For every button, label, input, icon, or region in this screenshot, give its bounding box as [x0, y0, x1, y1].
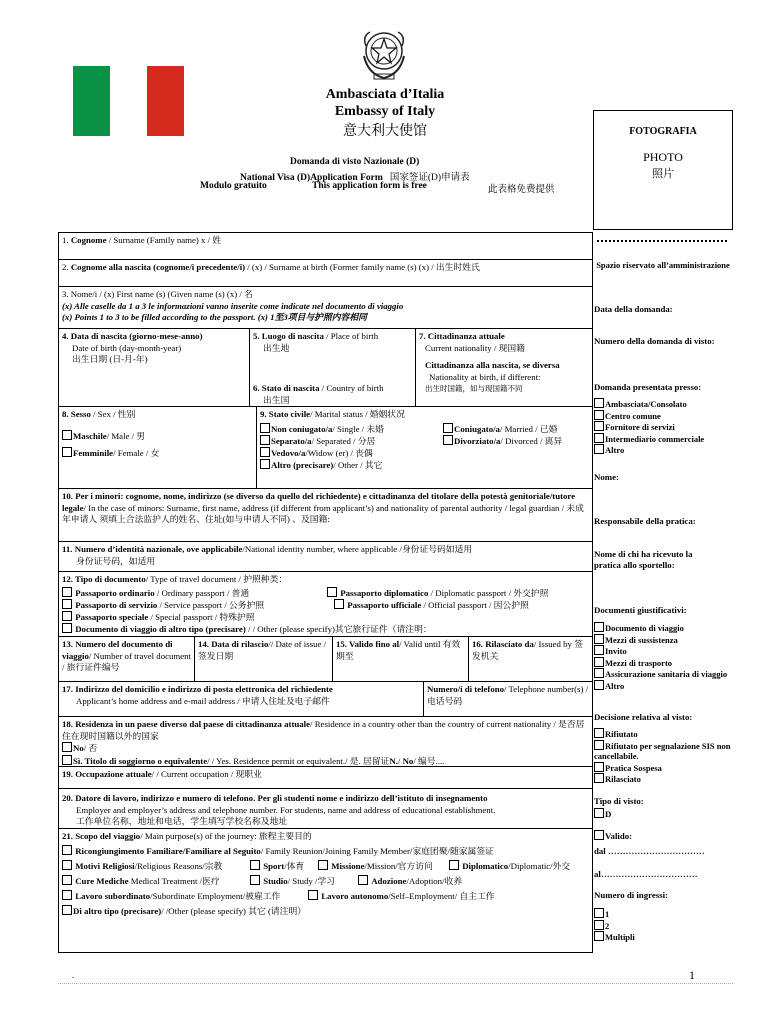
- mission-checkbox[interactable]: [318, 860, 328, 870]
- admin-dec-issued-label: Rilasciato: [605, 774, 641, 784]
- admin-document-options: [594, 622, 732, 691]
- admin-responsabile: Responsabile della pratica:: [594, 516, 696, 526]
- subordinate-checkbox[interactable]: [62, 890, 72, 900]
- subordinate-rest: /Subordinate Employment/被雇工作: [150, 890, 281, 901]
- option-widow[interactable]: [260, 447, 373, 460]
- s3-note-it: (x) Alle caselle da 1 a 3 le informazioni vanno inserite come indicate nel documento di viaggio: [62, 300, 404, 311]
- diplomatic-label: Passaporto diplomatico: [340, 587, 429, 598]
- residence-no-rest: / 否: [83, 743, 98, 753]
- field-issue-date[interactable]: [195, 637, 332, 681]
- official-label-rest: / Official passport / 因公护照: [423, 599, 529, 610]
- service-passport-checkbox[interactable]: [62, 599, 72, 609]
- field-valid-until[interactable]: [333, 637, 468, 681]
- sport-checkbox[interactable]: [250, 860, 260, 870]
- admin-other-label: Altro: [605, 445, 625, 455]
- option-religious[interactable]: [62, 859, 222, 873]
- s9-label: 9. Stato civile: [260, 409, 311, 419]
- single-label: Non coniugato/a: [271, 423, 333, 434]
- married-checkbox[interactable]: [443, 423, 453, 433]
- admin-tipo-d-checkbox[interactable]: [594, 808, 604, 818]
- study-checkbox[interactable]: [250, 875, 260, 885]
- service-label-rest: / Service passport / 公务护照: [159, 599, 265, 610]
- adoption-rest: /Adoption/收养: [406, 875, 463, 886]
- admin-doc-means-label: Mezzi di sussistenza: [605, 634, 678, 645]
- religious-rest: /Religious Reasons/宗教: [134, 860, 223, 871]
- s12-en: / Type of travel document / 护照种类：: [145, 574, 288, 584]
- female-checkbox[interactable]: [62, 447, 72, 457]
- admin-dec-issued-checkbox[interactable]: [594, 773, 604, 783]
- admin-ing-multi-checkbox[interactable]: [594, 931, 604, 941]
- admin-doc-means[interactable]: [594, 634, 732, 646]
- admin-dotted-line: [597, 240, 727, 242]
- option-other-document[interactable]: [62, 623, 432, 636]
- admin-doc-transport-checkbox[interactable]: [594, 657, 604, 667]
- medical-checkbox[interactable]: [62, 875, 72, 885]
- admin-number: Numero della domanda di visto:: [594, 336, 715, 346]
- diplomatic-passport-checkbox[interactable]: [327, 587, 337, 597]
- field-document-type: [59, 572, 592, 637]
- s2-label: Cognome alla nascita (cognome/i precedente/i): [70, 262, 246, 272]
- admin-embassy-label: Ambasciata/Consolato: [605, 399, 687, 409]
- field-first-name[interactable]: [59, 287, 592, 329]
- other-marital-label: Altro (precisare): [271, 459, 334, 470]
- married-label-rest: / Married / 已婚: [499, 423, 558, 434]
- official-label: Passaporto ufficiale: [347, 599, 422, 610]
- residence-no-label: No: [73, 743, 84, 753]
- admin-opt-embassy[interactable]: [594, 398, 732, 410]
- mission-label: Missione: [331, 860, 365, 871]
- s1-label-rest: / Surname (Family name) x / 姓: [106, 235, 222, 245]
- page-number: 1: [689, 968, 695, 982]
- photo-label-it: FOTOGRAFIA: [629, 126, 697, 137]
- admin-ing-2[interactable]: [594, 920, 732, 932]
- admin-doc-travel[interactable]: [594, 622, 732, 634]
- option-study[interactable]: [250, 874, 335, 888]
- row-birth: [59, 329, 592, 407]
- footer-line: [58, 983, 733, 984]
- option-self-employment[interactable]: [308, 889, 495, 903]
- s16-en: / Issued by 签发机关: [472, 639, 583, 661]
- admin-dal[interactable]: dal ……………………………: [594, 846, 705, 856]
- diplomatic-label-rest: / Diplomatic passport / 外交护照: [430, 587, 549, 598]
- admin-doc-means-checkbox[interactable]: [594, 634, 604, 644]
- s10-en: / In the case of minors: Surname, first name, address (if different from applicant’s) and nationality of parental authority / legal guardian / 未成年申请人 须填上合法监护人的姓名、住址(如与申请人不同) 、及国籍:: [62, 502, 584, 524]
- diplomatic-purpose-label: Diplomatico: [462, 860, 509, 871]
- s20-en: Employer and employer’s address and telephone number. For students, name and address of educational establishment.: [76, 804, 496, 815]
- s11-label: 11. Numero d’identità nazionale, ove applicabile: [62, 544, 243, 554]
- option-official-passport[interactable]: [334, 599, 529, 612]
- s2-num: 2.: [62, 262, 69, 272]
- s8-en: / Sex / 性别: [90, 409, 136, 419]
- admin-valido-label: Valido:: [605, 831, 633, 841]
- study-rest: / Study /学习: [287, 875, 336, 886]
- residence-n-rest: /: [397, 755, 403, 766]
- option-female[interactable]: [62, 447, 253, 460]
- religious-label: Motivi Religiosi: [75, 860, 135, 871]
- admin-ing-1-checkbox[interactable]: [594, 908, 604, 918]
- free-en: This application form is free: [312, 181, 427, 191]
- form-title-en: National Visa (D)Application Form: [240, 173, 383, 183]
- flag-green: [73, 66, 110, 136]
- flag-red: [147, 66, 184, 136]
- s18-en: / Residence in a country other than the country of current nationality / 是否居住在现时国籍以外的国家: [62, 719, 585, 741]
- field-country-of-birth[interactable]: [250, 381, 415, 406]
- religious-checkbox[interactable]: [62, 860, 72, 870]
- admin-other-checkbox[interactable]: [594, 444, 604, 454]
- family-reunion-checkbox[interactable]: [62, 845, 72, 855]
- option-other-purpose[interactable]: [62, 904, 306, 918]
- adoption-label: Adozione: [371, 875, 407, 886]
- option-separated[interactable]: [260, 435, 375, 448]
- option-medical[interactable]: [62, 874, 220, 888]
- admin-dec-suspended-label: Pratica Sospesa: [605, 762, 662, 773]
- s4-label: 4. Data di nascita (giorno-mese-anno): [62, 331, 203, 341]
- admin-centre-label: Centro comune: [605, 410, 661, 421]
- field-place-of-birth[interactable]: [250, 329, 415, 375]
- field-employer[interactable]: [59, 789, 592, 829]
- s21-label: 21. Scopo del viaggio: [62, 831, 141, 841]
- study-label: Studio: [263, 875, 288, 886]
- divorced-label: Divorziato/a: [454, 435, 501, 446]
- field-document-number[interactable]: [59, 637, 194, 681]
- admin-date: Data della domanda:: [594, 304, 673, 314]
- other-doc-label: Documento di viaggio di altro tipo (precisare): [75, 623, 246, 634]
- s1-num: 1.: [62, 235, 69, 245]
- option-sport[interactable]: [250, 859, 304, 873]
- embassy-title-en: Embassy of Italy: [334, 104, 436, 119]
- widow-label: Vedovo/a: [271, 447, 306, 458]
- option-diplomatic-passport[interactable]: [327, 587, 548, 600]
- residence-yes-rest: / / Yes. Residence permit or equivalent./ 是. 居留证: [207, 755, 390, 766]
- admin-dec-suspended-checkbox[interactable]: [594, 762, 604, 772]
- other-purpose-label: Di altro tipo (precisare): [73, 905, 162, 916]
- photo-box: [593, 110, 733, 230]
- field-nationality[interactable]: [416, 329, 592, 405]
- admin-dec-refused-checkbox[interactable]: [594, 728, 604, 738]
- s6-en: / Country of birth: [319, 383, 384, 393]
- admin-doc-travel-label: Documento di viaggio: [605, 623, 684, 633]
- admin-valido[interactable]: [594, 830, 732, 842]
- s9-en: / Marital status / 婚姻状况: [310, 409, 405, 419]
- s7-zh-2: 出生时国籍，如与现国籍不同: [425, 384, 523, 393]
- separated-label-rest: / Separated / 分居: [311, 435, 376, 446]
- option-adoption[interactable]: [358, 874, 462, 888]
- admin-opt-provider[interactable]: [594, 421, 732, 433]
- official-passport-checkbox[interactable]: [334, 599, 344, 609]
- option-male[interactable]: [62, 430, 253, 443]
- residence-no2-rest: / 编号....: [413, 755, 445, 766]
- male-label-rest: / Male / 男: [106, 430, 146, 441]
- ordinary-label-rest: / Ordinary passport / 普通: [156, 587, 250, 598]
- residence-yes-label: Sì. Titolo di soggiorno o equivalente: [73, 755, 208, 766]
- subordinate-label: Lavoro subordinato: [75, 890, 151, 901]
- photo-label-en: PHOTO: [643, 150, 683, 164]
- admin-panel: [594, 232, 732, 952]
- sport-label: Sport: [263, 860, 285, 871]
- phone-label: Numero/i di telefono: [427, 684, 505, 694]
- other-doc-label-rest: / / Other (please specify)其它旅行证件（请注明：: [247, 623, 432, 634]
- residence-n-label: N.: [389, 755, 398, 766]
- s4-zh: 出生日期 (日-月-年): [72, 354, 148, 364]
- admin-decision-options: [594, 728, 732, 785]
- row-address: [59, 682, 592, 717]
- italian-republic-emblem-icon: [358, 26, 410, 82]
- ordinary-label: Passaporto ordinario: [75, 587, 155, 598]
- field-national-id[interactable]: [59, 542, 592, 572]
- s7-label-2: Cittadinanza alla nascita, se diversa: [425, 360, 560, 370]
- s13-en: / Number of travel document / 旅行证件编号: [62, 650, 191, 672]
- s5-en: / Place of birth: [323, 331, 379, 341]
- italian-flag: [73, 66, 184, 136]
- admin-dec-refused-label: Rifiutato: [605, 729, 638, 739]
- admin-ing-multi[interactable]: [594, 931, 732, 943]
- s12-label: 12. Tipo di documento: [62, 574, 146, 584]
- admin-decisione: Decisione relativa al visto:: [594, 712, 693, 722]
- s7-en-2: Nationality at birth, if different:: [429, 371, 541, 382]
- option-other-marital[interactable]: [260, 459, 382, 472]
- field-surname-at-birth[interactable]: [59, 260, 592, 287]
- admin-opt-centre[interactable]: [594, 410, 732, 422]
- form-title-zh: 国家签证(D)申请表: [389, 173, 470, 183]
- sport-rest: /体育: [284, 860, 305, 871]
- admin-doc-insurance-label: Assicurazione sanitaria di viaggio: [605, 669, 728, 679]
- admin-doc-travel-checkbox[interactable]: [594, 622, 604, 632]
- s5-zh: 出生地: [263, 342, 290, 353]
- option-residence-yes[interactable]: [62, 755, 589, 768]
- s6-label: 6. Stato di nascita: [253, 383, 320, 393]
- admin-dec-sis[interactable]: [594, 740, 732, 762]
- option-diplomatic[interactable]: [449, 859, 570, 873]
- admin-nome: Nome:: [594, 472, 619, 482]
- s17-en: Applicant’s home address and e-mail address / 申请人住址及电子邮件: [76, 695, 330, 706]
- field-home-address[interactable]: [59, 682, 423, 716]
- residence-yes-checkbox[interactable]: [62, 755, 72, 765]
- married-label: Coniugato/a: [454, 423, 500, 434]
- admin-documenti: Documenti giustificativi:: [594, 605, 687, 615]
- single-checkbox[interactable]: [260, 423, 270, 433]
- s3-note-en: (x) Points 1 to 3 to be filled according to the passport. (x) 1至3项目与护照内容相同: [62, 312, 367, 322]
- admin-ingressi: Numero di ingressi:: [594, 890, 668, 900]
- admin-ing-1-label: 1: [605, 909, 610, 919]
- admin-tipo-d-label: D: [605, 809, 612, 819]
- widow-label-rest: /Widow (er) / 丧偶: [305, 447, 373, 458]
- widow-checkbox[interactable]: [260, 447, 270, 457]
- ordinary-passport-checkbox[interactable]: [62, 587, 72, 597]
- female-label-rest: / Female / 女: [113, 448, 160, 458]
- male-checkbox[interactable]: [62, 430, 72, 440]
- service-label: Passaporto di servizio: [75, 599, 158, 610]
- admin-ing-1[interactable]: [594, 908, 732, 920]
- option-married[interactable]: [443, 423, 557, 436]
- field-minors-guardian[interactable]: [59, 489, 592, 542]
- diplomatic-checkbox[interactable]: [449, 860, 459, 870]
- admin-ing-multi-label: Multipli: [605, 932, 635, 942]
- s5-label: 5. Luogo di nascita: [253, 331, 324, 341]
- admin-provider-checkbox[interactable]: [594, 421, 604, 431]
- s15-en: / Valid until 有效期至: [336, 639, 461, 661]
- field-sex: [59, 407, 256, 487]
- admin-doc-invito-checkbox[interactable]: [594, 645, 604, 655]
- admin-al[interactable]: al……………………………: [594, 869, 698, 879]
- s10-label: 10. Per i minori: cognome, nome, indirizzo (se diverso da quello del richiedente) e cittadinanza del titolare della potestà genitoriale/tutore legale: [62, 491, 576, 513]
- s3-label: 3. Nome/i / (x) First name (s) (Given name (s) (x) / 名: [62, 289, 253, 299]
- option-mission[interactable]: [318, 859, 433, 873]
- admin-centre-checkbox[interactable]: [594, 410, 604, 420]
- self-employment-checkbox[interactable]: [308, 890, 318, 900]
- admin-dec-suspended[interactable]: [594, 762, 732, 774]
- field-issued-by[interactable]: [469, 637, 592, 681]
- field-marital-status: [257, 407, 592, 487]
- separated-checkbox[interactable]: [260, 435, 270, 445]
- s19-label: 19. Occupazione attuale: [62, 769, 152, 779]
- s8-label: 8. Sesso: [62, 409, 91, 419]
- mission-rest: /Mission/官方访问: [364, 860, 433, 871]
- field-date-of-birth[interactable]: [59, 329, 249, 405]
- diplomatic-purpose-rest: /Diplomatic/外交: [508, 860, 571, 871]
- family-reunion-label: Ricongiungimento Familiare/Familiare al Seguito: [75, 845, 261, 856]
- field-residence-other-country: [59, 717, 592, 767]
- admin-doc-insurance[interactable]: [594, 668, 732, 680]
- medical-rest: Medical Treatment /医疗: [128, 875, 220, 886]
- s11-zh: 身份证号码，如适用: [76, 555, 156, 566]
- admin-dec-sis-label: Rifiutato per segnalazione SIS non cancellabile.: [594, 740, 731, 761]
- self-employment-label: Lavoro autonomo: [321, 890, 389, 901]
- admin-doc-other[interactable]: [594, 680, 732, 692]
- s7-en: Current nationality / 现国籍: [425, 342, 525, 353]
- s14-label: 14. Data di rilascio: [198, 639, 269, 649]
- admin-ing-2-checkbox[interactable]: [594, 920, 604, 930]
- field-purpose-of-journey: [59, 829, 592, 952]
- admin-ing-2-label: 2: [605, 920, 610, 931]
- embassy-title-zh: 意大利大使馆: [343, 124, 427, 139]
- admin-valido-checkbox[interactable]: [594, 830, 604, 840]
- s20-label: 20. Datore di lavoro, indirizzo e numero di telefono. Per gli studenti nome e indirizzo dell’istituto di insegnamento: [62, 793, 488, 803]
- phone-label-rest: / Telephone number(s) / 电话号码: [427, 684, 589, 706]
- free-zh: 此表格免费提供: [488, 185, 555, 195]
- admin-intermediary-checkbox[interactable]: [594, 433, 604, 443]
- row-document-details: [59, 637, 592, 682]
- admin-intermediary-label: Intermediario commerciale: [605, 433, 705, 444]
- row-sex-marital: [59, 407, 592, 489]
- admin-doc-transport[interactable]: [594, 657, 732, 669]
- embassy-title-it: Ambasciata d’Italia: [325, 87, 445, 102]
- adoption-checkbox[interactable]: [358, 875, 368, 885]
- admin-tipo: Tipo di visto:: [594, 796, 644, 806]
- admin-submitted: Domanda presentata presso:: [594, 382, 702, 392]
- other-marital-label-rest: / Other / 其它: [333, 459, 383, 470]
- admin-opt-other[interactable]: [594, 444, 732, 456]
- s18-label: 18. Residenza in un paese diverso dal paese di cittadinanza attuale: [62, 719, 311, 729]
- option-subordinate-employment[interactable]: [62, 889, 280, 903]
- divorced-label-rest: / Divorced / 离异: [500, 435, 563, 446]
- option-special-passport[interactable]: [62, 611, 255, 624]
- admin-submitted-options: [594, 398, 732, 456]
- admin-provider-label: Fornitore di servizi: [605, 422, 675, 432]
- field-surname[interactable]: [59, 233, 592, 260]
- s15-label: 15. Valido fino al: [336, 639, 400, 649]
- free-it: Modulo gratuito: [200, 181, 267, 191]
- admin-entries-options: [594, 908, 732, 943]
- option-residence-no[interactable]: [62, 742, 589, 755]
- admin-doc-invito[interactable]: [594, 645, 732, 657]
- option-service-passport[interactable]: [62, 599, 264, 612]
- admin-title: Spazio riservato all’amministrazione: [596, 260, 730, 270]
- photo-label-zh: 照片: [652, 168, 674, 180]
- option-ordinary-passport[interactable]: [62, 587, 249, 600]
- admin-dec-sis-checkbox[interactable]: [594, 740, 604, 750]
- special-label: Passaporto speciale: [75, 611, 149, 622]
- admin-doc-insurance-checkbox[interactable]: [594, 668, 604, 678]
- footer-dot: .: [72, 970, 75, 980]
- option-divorced[interactable]: [443, 435, 562, 448]
- s21-en: / Main purpose(s) of the journey: 旅程主要目的: [140, 831, 312, 841]
- other-purpose-checkbox[interactable]: [62, 905, 72, 915]
- admin-doc-other-label: Altro: [605, 680, 625, 691]
- self-employment-rest: /Self–Employment/ 自主工作: [388, 890, 495, 901]
- s4-en: Date of birth (day-month-year): [72, 342, 182, 353]
- other-marital-checkbox[interactable]: [260, 459, 270, 469]
- admin-ricevuto: Nome di chi ha ricevuto la pratica allo sportello:: [594, 549, 693, 570]
- s13-label: 13. Numero del documento di viaggio: [62, 639, 173, 661]
- s6-zh: 出生国: [263, 394, 290, 405]
- option-family-reunion[interactable]: [62, 844, 494, 858]
- admin-dec-refused[interactable]: [594, 728, 732, 740]
- male-label: Maschile: [73, 430, 107, 441]
- s17-label: 17. Indirizzo del domicilio e indirizzo di posta elettronica del richiedente: [62, 684, 333, 694]
- admin-tipo-d[interactable]: [594, 808, 732, 820]
- special-passport-checkbox[interactable]: [62, 611, 72, 621]
- special-label-rest: / Special passport / 特殊护照: [150, 611, 255, 622]
- form-title-it: Domanda di visto Nazionale (D): [290, 157, 420, 167]
- separated-label: Separato/a: [271, 435, 312, 446]
- divorced-checkbox[interactable]: [443, 435, 453, 445]
- field-telephone[interactable]: [424, 682, 592, 716]
- s1-label: Cognome: [70, 235, 107, 245]
- flag-white: [110, 66, 147, 136]
- field-current-occupation[interactable]: [59, 767, 592, 789]
- option-single[interactable]: [260, 423, 384, 436]
- residence-no-checkbox[interactable]: [62, 742, 72, 752]
- admin-doc-invito-label: Invito: [605, 646, 627, 656]
- s11-en: /National identity number, where applicable /身份证号码如适用: [242, 544, 473, 554]
- s19-en: / / Current occupation / 现职业: [151, 769, 262, 779]
- s2-label-rest: / (x) / Surname at birth (Former family name (s) (x) / 出生时姓氏: [245, 262, 480, 272]
- other-purpose-rest: / /Other (please specify) 其它 (请注明）: [161, 905, 307, 916]
- medical-label: Cure Mediche: [75, 875, 129, 886]
- s20-zh: 工作单位名称，地址和电话，学生填写学校名称及地址: [76, 816, 288, 826]
- admin-dec-issued[interactable]: [594, 773, 732, 785]
- admin-doc-transport-label: Mezzi di trasporto: [605, 657, 673, 668]
- female-label: Femminile: [73, 448, 114, 458]
- s7-label: 7. Cittadinanza attuale: [419, 331, 505, 341]
- s14-en: // Date of issue / 签发日期: [198, 639, 327, 661]
- single-label-rest: / Single / 未婚: [332, 423, 384, 434]
- s16-label: 16. Rilasciato da: [472, 639, 534, 649]
- admin-opt-intermediary[interactable]: [594, 433, 732, 445]
- admin-embassy-checkbox[interactable]: [594, 398, 604, 408]
- residence-no2-label: No: [402, 755, 414, 766]
- other-document-checkbox[interactable]: [62, 623, 72, 633]
- family-reunion-rest: / Family Reunion/Joining Family Member/家庭团聚/随家属签证: [260, 845, 494, 856]
- application-form: [58, 232, 593, 953]
- admin-doc-other-checkbox[interactable]: [594, 680, 604, 690]
